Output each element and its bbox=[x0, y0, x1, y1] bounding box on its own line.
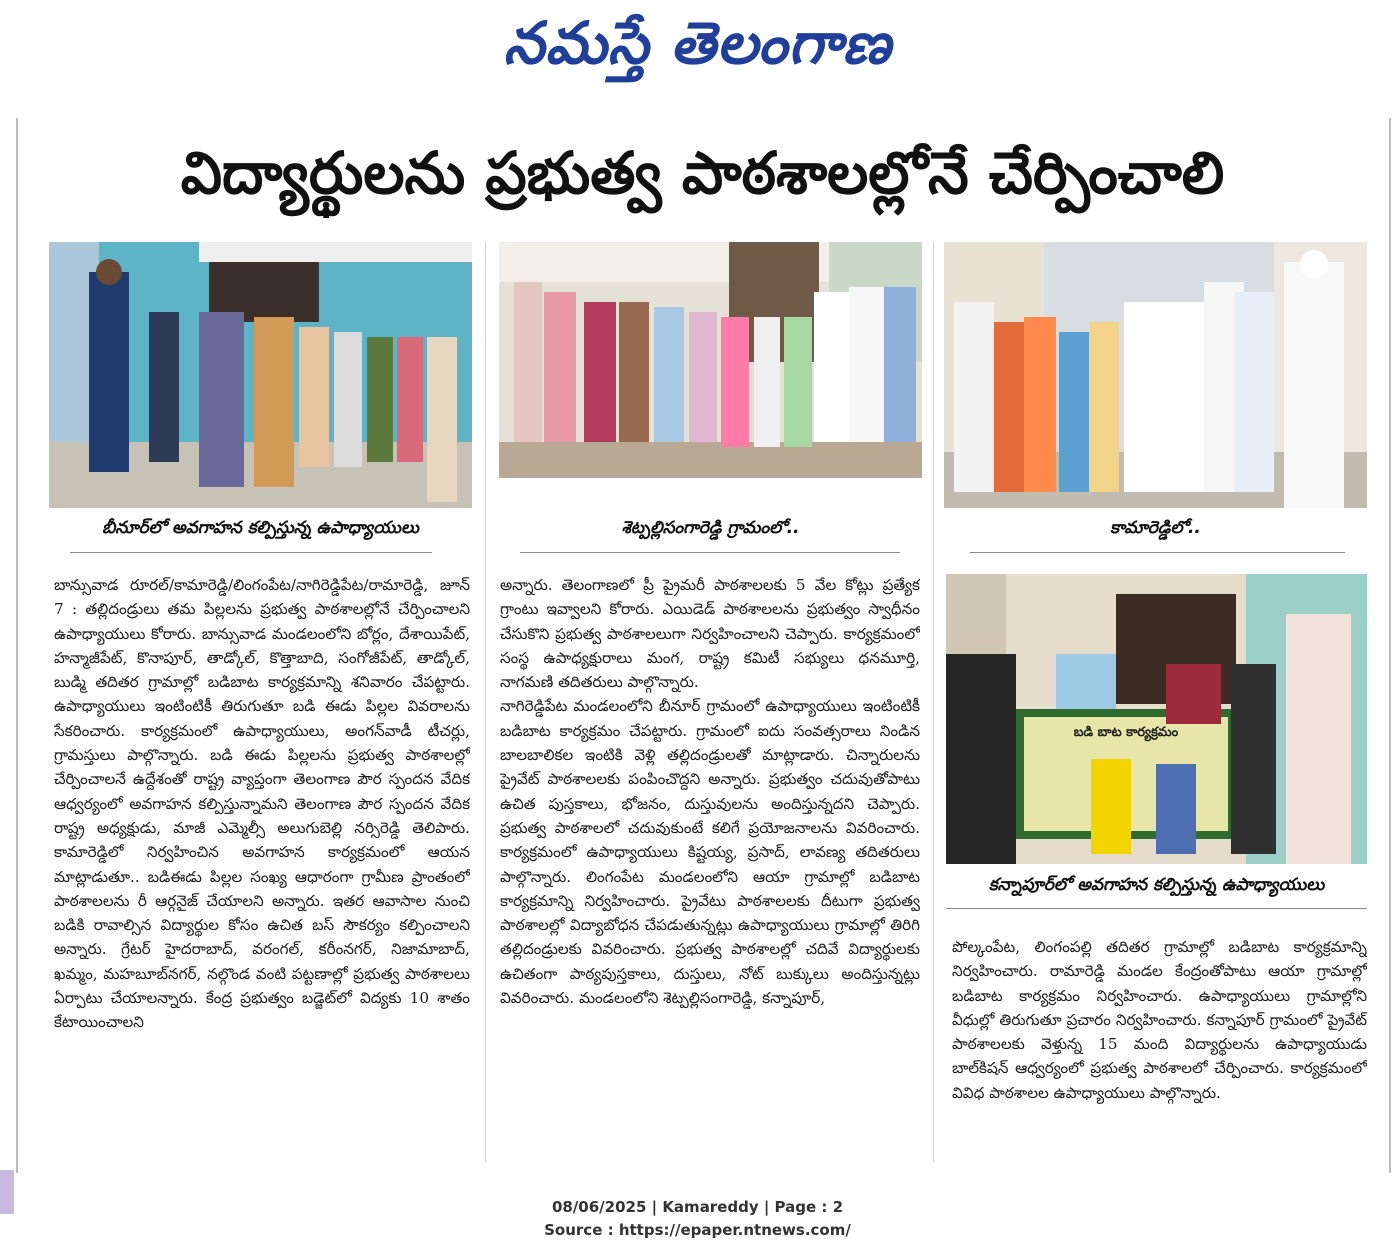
newspaper-masthead bbox=[0, 4, 1395, 82]
article-column-3 bbox=[952, 935, 1367, 1163]
photo-3-caption: కామారెడ్డిలో.. bbox=[1110, 518, 1201, 538]
column-rule-2 bbox=[933, 242, 934, 1162]
banner-text: బడి బాట కార్యక్రమం bbox=[1073, 725, 1179, 740]
article-headline: విద్యార్థులను ప్రభుత్వ పాఠశాలల్లోనే చేర్పించాలి bbox=[180, 139, 1225, 207]
column-2-text-b: నాగిరెడ్డిపేట మండలంలోని బీనూర్‌ గ్రామంలో ఉపాధ్యాయులు ఇంటింటికీ బడిబాట కార్యక్రమం చేపట్టారు. గ్రామంలో ఐదు సంవత్సరాలు నిండిన బాలబాలికల ఇంటికి వెళ్లి తల్లిదండ్రులతో మాట్లాడారు. చిన్నారులను ప్రైవేట్‌ పాఠశాలలకు పంపించొద్దని అన్నారు. ప్రభుత్వం చదువుతోపాటు ఉచిత పుస్తకాలు, భోజనం, దుస్తువులను అందిస్తున్నదని చెప్పారు. ప్రభుత్వ పాఠశాలలో చదువుకుంటే కలిగే ప్రయోజనాలను వివరించారు. కార్యక్రమంలో ఉపాధ్యాయులు కిష్టయ్య, ప్రసాద్‌, లావణ్య తదితరులు పాల్గొన్నారు. లింగంపేట మండలంలోని ఆయా గ్రామాల్లో బడిబాట కార్యక్రమాన్ని నిర్వహించారు. ప్రైవేటు పాఠశాలలకు దీటుగా ప్రభుత్వ పాఠశాలల్లో విద్యాబోధన చేపడుతున్నట్లు ఉపాధ్యాయులు గ్రామాల్లో తిరిగి తల్లిదండ్రులకు వివరించారు. ప్రభుత్వ పాఠశాలల్లో చదివే విద్యార్థులకు ఉచితంగా పాఠ్యపుస్తకాలు, దుస్తులు, నోట్‌ బుక్కులు అందిస్తున్నట్లు వివరించారు. మండలంలోని శెట్పల్లిసంగారెడ్డి, కన్నాపూర్‌, bbox=[500, 697, 920, 1008]
photo-1-caption-rule bbox=[70, 552, 432, 553]
footer-source-line: Source : https://epaper.ntnews.com/ bbox=[544, 1221, 851, 1239]
photo-2-caption: శెట్పల్లిసంగారెడ్డి గ్రామంలో.. bbox=[621, 518, 800, 538]
masthead-title: నమస్తే తెలంగాణ bbox=[503, 9, 892, 77]
page-border-right bbox=[1389, 118, 1391, 1173]
photo-4 bbox=[946, 574, 1367, 864]
column-2-text-a: అన్నారు. తెలంగాణలో ప్రీ ప్రైమరీ పాఠశాలలకు 5 వేల కోట్లు ప్రత్యేక గ్రాంటు ఇవ్వాలని కోరారు. ఎయిడెడ్‌ పాఠశాలలను ప్రభుత్వం స్వాధీనం చేసుకొని ప్రభుత్వ పాఠశాలలుగా నిర్వహించాలని చెప్పారు. కార్యక్రమంలో సంస్థ ఉపాధ్యక్షురాలు మంగ, రాష్ట్ర కమిటీ సభ్యులు ధనమూర్తి, నాగమణి తదితరులు పాల్గొన్నారు. bbox=[500, 576, 920, 692]
page-border-left bbox=[16, 118, 18, 1173]
column-rule-1 bbox=[485, 242, 486, 1162]
photo-2-image bbox=[499, 242, 922, 478]
photo-1-image bbox=[49, 242, 472, 508]
photo-3-image bbox=[944, 242, 1367, 508]
photo-4-caption: కన్నాపూర్‌లో అవగాహన కల్పిస్తున్న ఉపాధ్యాయులు bbox=[988, 875, 1325, 895]
photo-4-image bbox=[946, 574, 1367, 864]
photo-3-caption-rule bbox=[970, 552, 1345, 553]
column-1-text: బాన్సువాడ రూరల్‌/కామారెడ్డి/లింగంపేట/నాగిరెడ్డిపేట/రామారెడ్డి, జూన్‌ 7 : తల్లిదండ్రులు తమ పిల్లలను ప్రభుత్వ పాఠశాలల్లోనే చేర్పించాలని ఉపాధ్యాయులు కోరారు. బాన్సువాడ మండలంలోని బోర్లం, దేశాయిపేట్‌, హన్మాజీపేట్‌, కొనాపూర్‌, తాడ్కోల్‌, కొత్తాబాది, సంగోజీపేట్‌, తాడ్కోల్‌, బుడ్మి తదితర గ్రామాల్లో బడిబాట కార్యక్రమాన్ని శనివారం చేపట్టారు. ఉపాధ్యాయులు ఇంటింటికీ తిరుగుతూ బడి ఈడు పిల్లల వివరాలను సేకరించారు. కార్యక్రమంలో ఉపాధ్యాయులు, అంగన్‌వాడీ టీచర్లు, గ్రామస్తులు పాల్గొన్నారు. బడి ఈడు పిల్లలను ప్రభుత్వ పాఠశాలల్లో చేర్పించాలనే ఉద్దేశంతో రాష్ట్ర వ్యాప్తంగా తెలంగాణ పౌర స్పందన వేదిక ఆధ్వర్యంలో అవగాహన కల్పిస్తున్నామని తెలంగాణ పౌర స్పందన వేదిక రాష్ట్ర అధ్యక్షుడు, మాజీ ఎమ్మెల్సీ అలుగుబెల్లి నర్సిరెడ్డి తెలిపారు. కామారెడ్డిలో నిర్వహించిన అవగాహన కార్యక్రమంలో ఆయన మాట్లాడుతూ.. బడిఈడు పిల్లల సంఖ్య ఆధారంగా గ్రామీణ ప్రాంతంలో పాఠశాలలను రీ ఆర్గనైజ్‌ చేయాలని అన్నారు. ఇతర ఆవాసాల నుంచి బడికి రావాల్సిన విద్యార్థుల కోసం ఉచిత బస్‌ సౌకర్యం కల్పించాలని అన్నారు. గ్రేటర్‌ హైదరాబాద్‌, వరంగల్‌, కరీంనగర్‌, నిజామాబాద్‌, ఖమ్మం, మహబూబ్‌నగర్‌, నల్గొండ వంటి పట్టణాల్లో ప్రభుత్వ పాఠశాలలు ఏర్పాటు చేయాలన్నారు. కేంద్ర ప్రభుత్వం బడ్జెట్‌లో విద్యకు 10 శాతం కేటాయించాలని bbox=[54, 576, 470, 1032]
photo-3 bbox=[944, 242, 1367, 508]
photo-2-caption-rule bbox=[520, 552, 900, 553]
photo-1-caption: బీనూర్‌లో అవగాహన కల్పిస్తున్న ఉపాధ్యాయులు bbox=[102, 518, 419, 538]
article-column-1 bbox=[54, 573, 470, 1163]
column-3-text: పోల్కంపేట, లింగంపల్లి తదితర గ్రామాల్లో బడిబాట కార్యక్రమాన్ని నిర్వహించారు. రామారెడ్డి మండల కేంద్రంతోపాటు ఆయా గ్రామాల్లో బడిబాట కార్యక్రమం నిర్వహించారు. ఉపాధ్యాయులు గ్రామాల్లోని వీధుల్లో తిరుగుతూ ప్రచారం నిర్వహించారు. కన్నాపూర్‌ గ్రామంలో ప్రైవేట్‌ పాఠశాలలకు వెళ్తున్న 15 మంది విద్యార్థులను ఉపాధ్యాయుడు బాల్‌కిషన్‌ ఆధ్వర్యంలో ప్రభుత్వ పాఠశాలలో చేర్పించారు. కార్యక్రమంలో వివిధ పాఠశాలల ఉపాధ్యాయులు పాల్గొన్నారు. bbox=[952, 938, 1367, 1102]
photo-4-caption-rule bbox=[946, 908, 1367, 909]
photo-2 bbox=[499, 242, 922, 478]
footer-date-line: 08/06/2025 | Kamareddy | Page : 2 bbox=[551, 1198, 844, 1216]
photo-1 bbox=[49, 242, 472, 508]
article-column-2 bbox=[500, 573, 920, 1163]
